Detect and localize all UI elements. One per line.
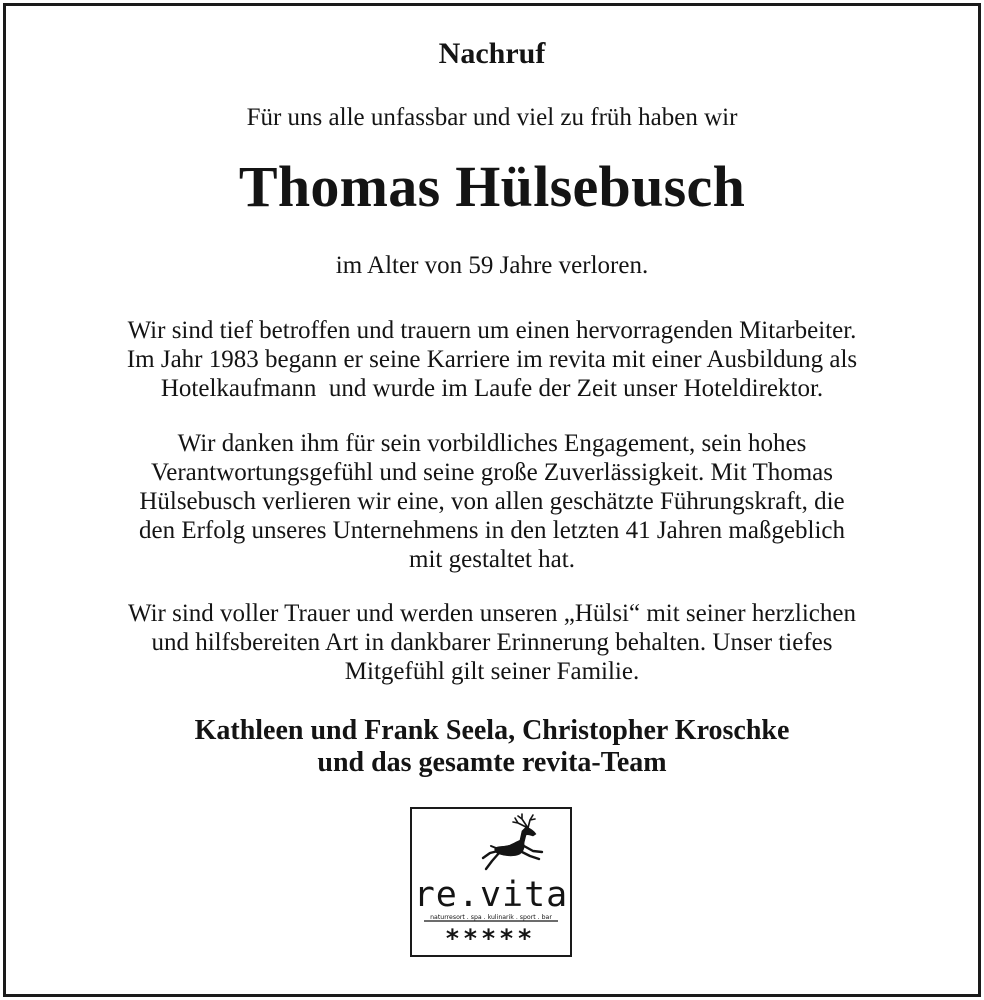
paragraph-line: Wir sind voller Trauer und werden unseren „Hülsi“ mit seiner herzlichen [128,600,856,627]
obituary-frame [3,3,981,997]
paragraph-line: den Erfolg unseres Unternehmens in den letzten 41 Jahren maßgeblich [138,517,846,544]
logo-stars: ***** [445,924,537,953]
heading: Nachruf [438,37,546,70]
paragraph-line: mit gestaltet hat. [409,546,575,573]
paragraph-line: und hilfsbereiten Art in dankbarer Erinnerung behalten. Unser tiefes [151,629,833,656]
paragraph-line: Wir sind tief betroffen und trauern um einen hervorragenden Mitarbeiter. [127,317,857,344]
paragraph-line: Verantwortungsgefühl und seine große Zuverlässigkeit. Mit Thomas [150,459,834,486]
paragraph-line: Hülsebusch verlieren wir eine, von allen geschätzte Führungskraft, die [139,488,845,515]
intro-line: Für uns alle unfassbar und viel zu früh haben wir [246,104,738,131]
age-line: im Alter von 59 Jahre verloren. [335,252,649,279]
paragraph-line: Hotelkaufmann und wurde im Laufe der Zeit unser Hoteldirektor. [160,375,824,402]
paragraph-career [6,316,978,403]
paragraph-line: Mitgefühl gilt seiner Familie. [344,658,640,685]
signers [6,715,978,779]
revita-logo [410,807,572,957]
deceased-name: Thomas Hülsebusch [238,154,746,219]
paragraph-line: Wir danken ihm für sein vorbildliches Engagement, sein hohes [177,430,807,457]
paragraph-line: Im Jahr 1983 begann er seine Karriere im revita mit einer Ausbildung als [126,346,858,373]
logo-tagline: naturresort . spa . kulinarik . sport . bar [430,914,552,921]
logo-wordmark: re.vita [413,875,569,915]
paragraph-thanks [6,429,978,574]
signer-line: und das gesamte revita-Team [317,747,667,778]
paragraph-memory [6,599,978,686]
signer-line: Kathleen und Frank Seela, Christopher Kroschke [194,715,790,746]
